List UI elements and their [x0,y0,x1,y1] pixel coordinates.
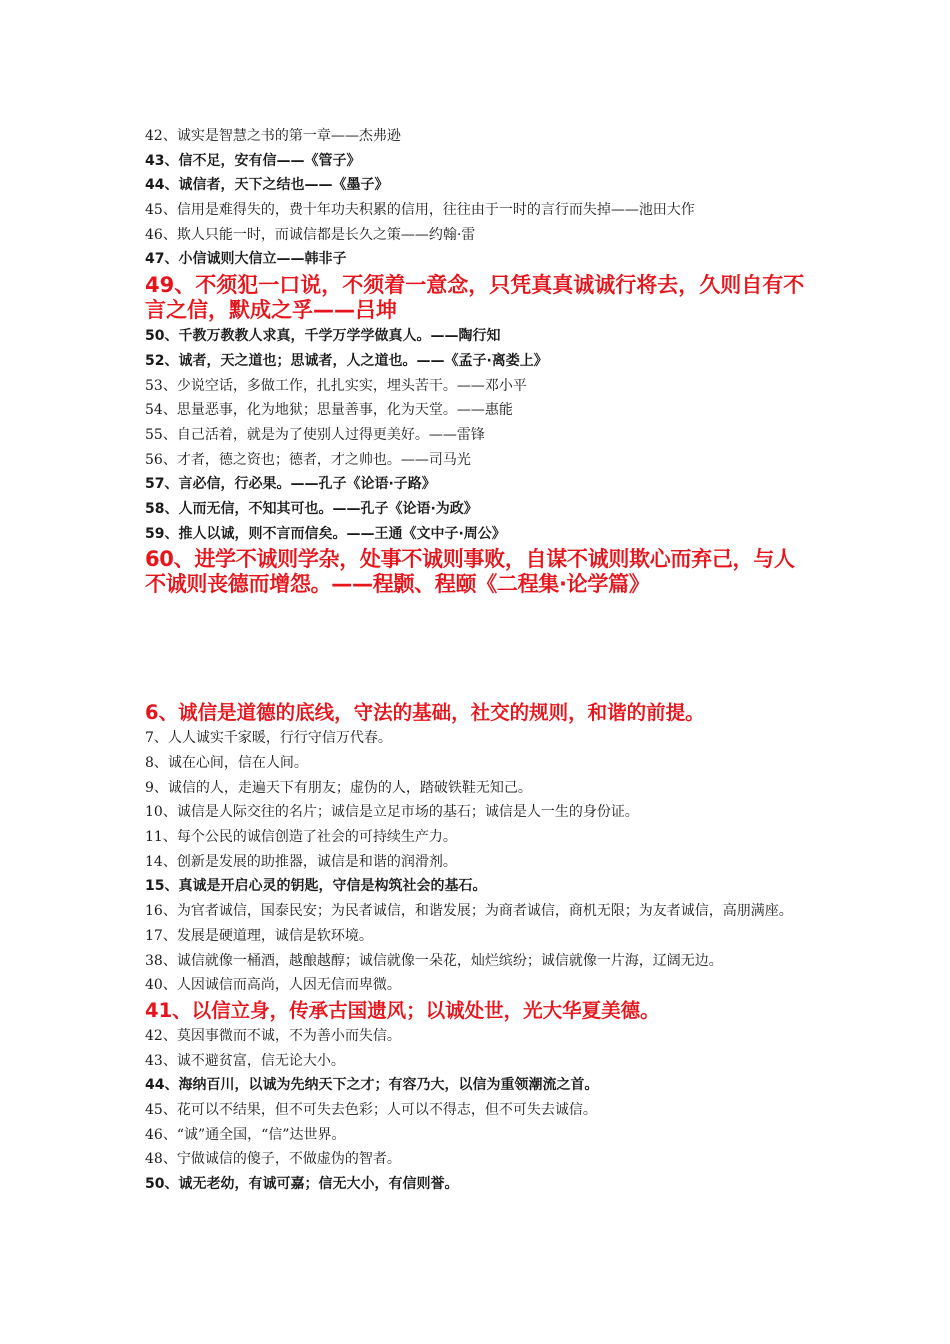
highlight-slogan-41: 41、以信立身，传承古国遗风；以诚处世，光大华夏美德。 [145,998,660,1022]
slogan-7: 7、人人诚实千家暖，行行守信万代春。 [145,730,392,747]
quote-59: 59、推人以诚，则不言而信矣。——王通《文中子·周公》 [145,525,506,542]
slogan-40: 40、人因诚信而高尚，人因无信而卑微。 [145,977,401,994]
slogan-14: 14、创新是发展的助推器，诚信是和谐的润滑剂。 [145,853,457,870]
quote-44: 44、诚信者，天下之结也——《墨子》 [145,177,389,194]
slogan-44: 44、海纳百川，以诚为先纳天下之才；有容乃大，以信为重领潮流之首。 [145,1077,599,1094]
slogan-9: 9、诚信的人，走遍天下有朋友；虚伪的人，踏破铁鞋无知己。 [145,779,532,796]
highlight-quote-49: 49、不须犯一口说，不须着一意念，只凭真真诚诚行将去，久则自有不言之信，默成之孚——吕坤 [145,273,805,323]
section-heading-6: 6、诚信是道德的底线，守法的基础，社交的规则，和谐的前提。 [145,701,705,725]
section-gap [145,598,815,700]
quote-53: 53、少说空话，多做工作，扎扎实实，埋头苦干。——邓小平 [145,377,527,394]
quote-42: 42、诚实是智慧之书的第一章——杰弗逊 [145,128,401,144]
slogan-42: 42、莫因事微而不诚，不为善小而失信。 [145,1027,401,1044]
quote-56: 56、才者，德之资也；德者，才之帅也。——司马光 [145,451,471,468]
highlight-quote-60: 60、进学不诚则学杂，处事不诚则事败，自谋不诚则欺心而弃己，与人不诚则丧德而增怨。——程颢、程颐《二程集·论学篇》 [145,547,795,597]
slogan-11: 11、每个公民的诚信创造了社会的可持续生产力。 [145,829,457,846]
slogan-10: 10、诚信是人际交往的名片；诚信是立足市场的基石；诚信是人一生的身份证。 [145,804,639,821]
quote-52: 52、诚者，天之道也；思诚者，人之道也。——《孟子·离娄上》 [145,352,548,369]
quote-58: 58、人而无信，不知其可也。——孔子《论语·为政》 [145,500,478,517]
slogan-50: 50、诚无老幼，有诚可嘉；信无大小，有信则誉。 [145,1176,459,1193]
slogan-8: 8、诚在心间，信在人间。 [145,755,308,771]
slogan-38: 38、诚信就像一桶酒，越酿越醇；诚信就像一朵花，灿烂缤纷；诚信就像一片海，辽阔无边。 [145,952,723,969]
slogan-17: 17、发展是硬道理，诚信是软环境。 [145,927,373,944]
quote-57: 57、言必信，行必果。——孔子《论语·子路》 [145,476,436,493]
slogan-15: 15、真诚是开启心灵的钥匙，守信是构筑社会的基石。 [145,878,487,895]
quote-50: 50、千教万教教人求真，千学万学学做真人。——陶行知 [145,328,501,345]
quote-45: 45、信用是难得失的，费十年功夫积累的信用，往往由于一时的言行而失掉——池田大作 [145,202,695,219]
quote-55: 55、自己活着，就是为了使别人过得更美好。——雷锋 [145,426,485,443]
slogan-46: 46、“诚”通全国，“信”达世界。 [145,1126,346,1143]
quote-47: 47、小信诚则大信立——韩非子 [145,251,347,268]
quote-43: 43、信不足，安有信——《管子》 [145,152,361,169]
quote-46: 46、欺人只能一时，而诚信都是长久之策——约翰·雷 [145,226,476,243]
slogan-48: 48、宁做诚信的傻子，不做虚伪的智者。 [145,1151,401,1168]
slogan-16: 16、为官者诚信，国泰民安；为民者诚信，和谐发展；为商者诚信，商机无限；为友者诚信，高朋满座。 [145,903,793,920]
document-content [145,124,815,1197]
quote-54: 54、思量恶事，化为地狱；思量善事，化为天堂。——惠能 [145,402,513,419]
slogan-43: 43、诚不避贫富，信无论大小。 [145,1052,345,1069]
slogan-45: 45、花可以不结果，但不可失去色彩；人可以不得志，但不可失去诚信。 [145,1101,597,1118]
